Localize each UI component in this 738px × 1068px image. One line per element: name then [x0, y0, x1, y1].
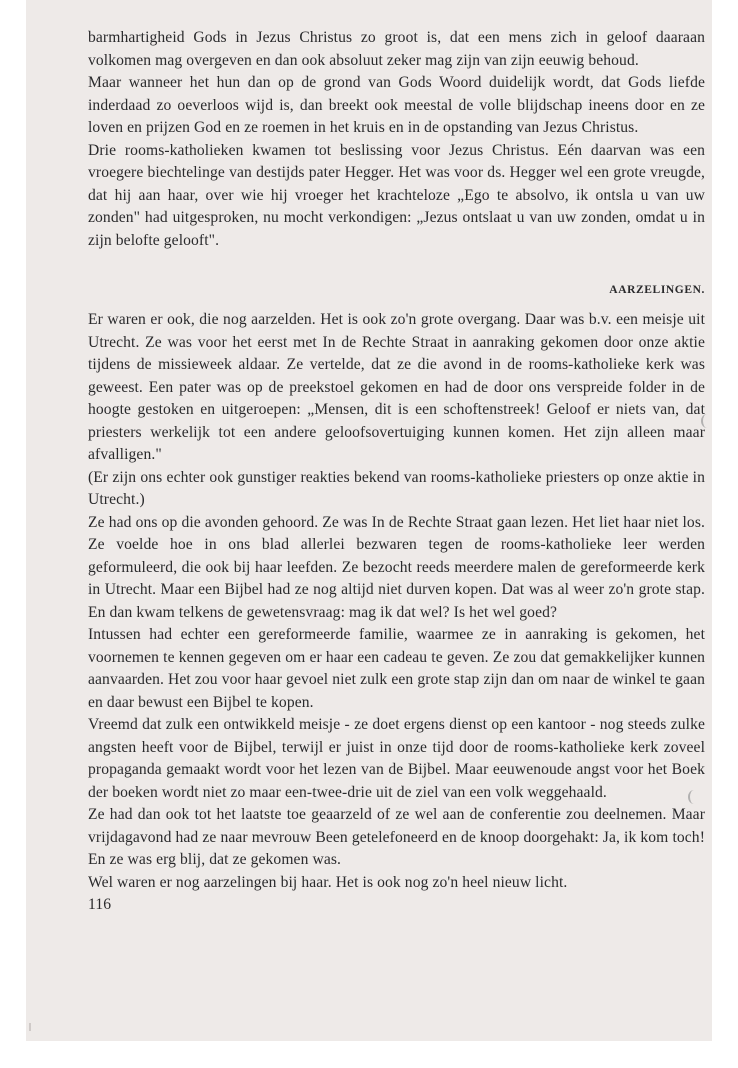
paragraph-continuation: barmhartigheid Gods in Jezus Christus zo groot is, dat een mens zich in geloof daaraan volkomen mag overgeven en dan ook absoluut zeker mag zijn van zijn eeuwig behoud. [88, 29, 705, 69]
paragraph-gods-liefde: Maar wanneer het hun dan op de grond van Gods Woord duidelijk wordt, dat Gods liefde inderdaad zo oeverloos wijd is, dan breekt ook meestal de volle blijdschap ineens door en ze loven en prijzen God en ze roemen in het kruis en in de opstanding van Jezus Christus. [88, 74, 705, 136]
margin-tick-mark [29, 1023, 31, 1031]
page-number: 116 [88, 896, 112, 913]
paragraph-nieuw-licht: Wel waren er nog aarzelingen bij haar. Het is ook nog zo'n heel nieuw licht. [88, 873, 568, 891]
paragraph-avonden-gehoord: Ze had ons op die avonden gehoord. Ze was In de Rechte Straat gaan lezen. Het liet haar niet los. Ze voelde hoe in ons blad allerlei bezwaren tegen de rooms-katholieke leer werden geformuleerd, die ook bij haar leefden. Ze bezocht reeds meerdere malen de gereformeerde kerk in Utrecht. Maar een Bijbel had ze nog altijd niet durven kopen. Dat was al weer zo'n grote stap. En dan kwam telkens de gewetensvraag: mag ik dat wel? Is het wel goed? [88, 513, 705, 621]
paragraph-aarzelingen: Er waren er ook, die nog aarzelden. Het is ook zo'n grote overgang. Daar was b.v. een meisje uit Utrecht. Ze was voor het eerst met In de Rechte Straat in aanraking gekomen door onze aktie tijdens de missieweek aldaar. Ze vertelde, dat ze die avond in de rooms-katholieke kerk was geweest. Een pater was op de preekstoel gekomen en had de door ons verspreide folder in de hoogte gestoken en uitgeroepen: „Mensen, dit is een schoftenstreek! Geloof er niets van, dat priesters werkelijk tot een andere geloofsovertuiging kunnen komen. Het zijn alleen maar afvalligen." [88, 311, 705, 463]
paragraph-gunstiger-reakties: (Er zijn ons echter ook gunstiger reakties bekend van rooms-katholieke priesters op onze aktie in Utrecht.) [88, 468, 705, 508]
margin-smudge-mark [688, 790, 700, 804]
paragraph-conferentie: Ze had dan ook tot het laatste toe geaarzeld of ze wel aan de conferentie zou deelnemen. Maar vrijdagavond had ze naar mevrouw Been getelefoneerd en de knoop doorgehakt: Ja, ik kom toch! En ze was erg blij, dat ze gekomen was. [88, 806, 705, 868]
paragraph-drie-rooms-katholieken: Drie rooms-katholieken kwamen tot beslissing voor Jezus Christus. Eén daarvan was een vroegere biechtelinge van destijds pater Hegger. Het was voor ds. Hegger wel een grote vreugde, dat hij aan haar, over wie hij vroeger het krachteloze „Ego te absolvo, ik ontsla u van uw zonden" had uitgesproken, nu mocht verkondigen: „Jezus ontslaat u van uw zonden, omdat u in zijn belofte gelooft". [88, 141, 705, 249]
book-page [26, 0, 712, 1041]
section-heading: AARZELINGEN. [609, 284, 705, 296]
text-column [88, 27, 705, 917]
paragraph-gereformeerde-familie: Intussen had echter een gereformeerde familie, waarmee ze in aanraking is gekomen, het voornemen te kennen gegeven om er haar een cadeau te geven. Ze zou dat gemakkelijker kunnen aanvaarden. Het zou voor haar gevoel niet zulk een grote stap zijn dan om naar de winkel te gaan en daar bewust een Bijbel te kopen. [88, 626, 705, 711]
margin-smudge-mark [701, 414, 713, 428]
paragraph-vreemd: Vreemd dat zulk een ontwikkeld meisje - ze doet ergens dienst op een kantoor - nog steeds zulke angsten heeft voor de Bijbel, terwijl er juist in onze tijd door de rooms-katholieke kerk zoveel propaganda gemaakt wordt voor het lezen van de Bijbel. Maar eeuwenoude angst voor het Boek der boeken wordt niet zo maar een-twee-drie uit de ziel van een volk weggehaald. [88, 716, 705, 801]
